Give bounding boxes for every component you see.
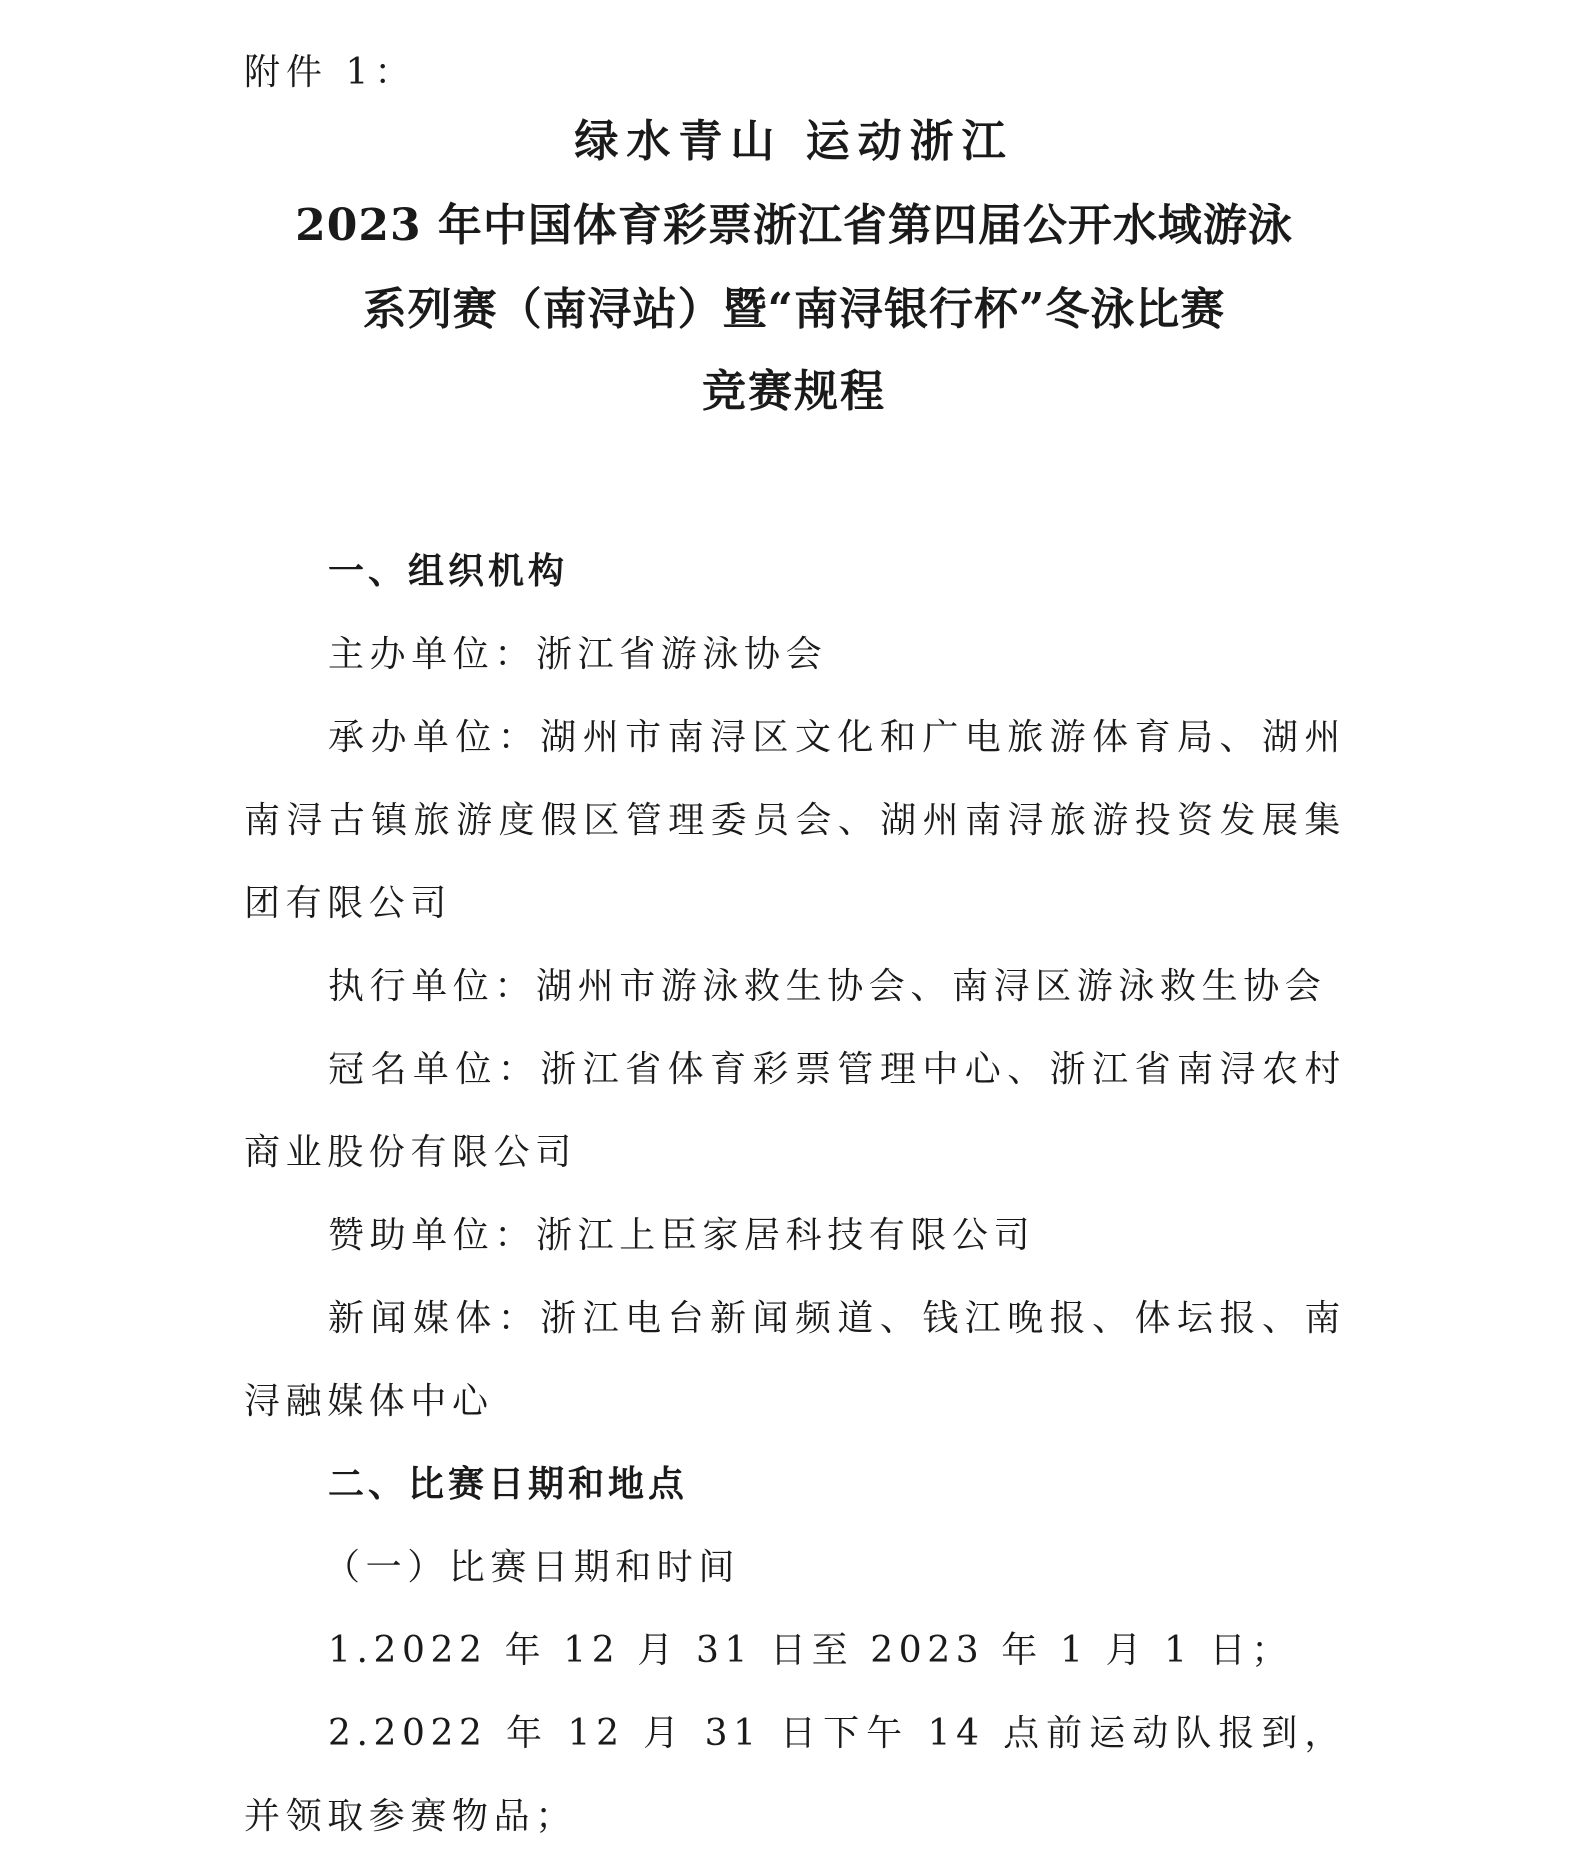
paragraph-executor: 执行单位：湖州市游泳救生协会、南浔区游泳救生协会: [328, 966, 1327, 1007]
title-rules: 竞赛规程: [702, 366, 886, 417]
title-slogan: 绿水青山 运动浙江: [574, 116, 1014, 167]
section-heading-schedule: 二、比赛日期和地点: [328, 1463, 689, 1505]
document-body: [244, 530, 1346, 1858]
title-event-line1: 2023 年中国体育彩票浙江省第四届公开水域游泳: [295, 200, 1293, 251]
paragraph-sponsor: 赞助单位：浙江上臣家居科技有限公司: [328, 1215, 1036, 1256]
paragraph-media: 新闻媒体：浙江电台新闻频道、钱江晚报、体坛报、南浔融媒体中心: [244, 1298, 1346, 1422]
paragraph-item-1: 1.2022 年 12 月 31 日至 2023 年 1 月 1 日；: [328, 1630, 1293, 1671]
paragraph-organizer: 承办单位：湖州市南浔区文化和广电旅游体育局、湖州南浔古镇旅游度假区管理委员会、湖州南浔旅游投资发展集团有限公司: [244, 717, 1346, 924]
title-event-line2: 系列赛（南浔站）暨“南浔银行杯”冬泳比赛: [362, 284, 1226, 335]
paragraph-item-2: 2.2022 年 12 月 31 日下午 14 点前运动队报到，并领取参赛物品；: [244, 1713, 1346, 1837]
paragraph-title-sponsor: 冠名单位：浙江省体育彩票管理中心、浙江省南浔农村商业股份有限公司: [244, 1049, 1346, 1173]
subsection-date-time: （一）比赛日期和时间: [324, 1547, 741, 1588]
section-heading-organization: 一、组织机构: [328, 550, 569, 592]
attachment-label: 附件 1：: [244, 52, 417, 93]
paragraph-host: 主办单位：浙江省游泳协会: [328, 634, 828, 675]
